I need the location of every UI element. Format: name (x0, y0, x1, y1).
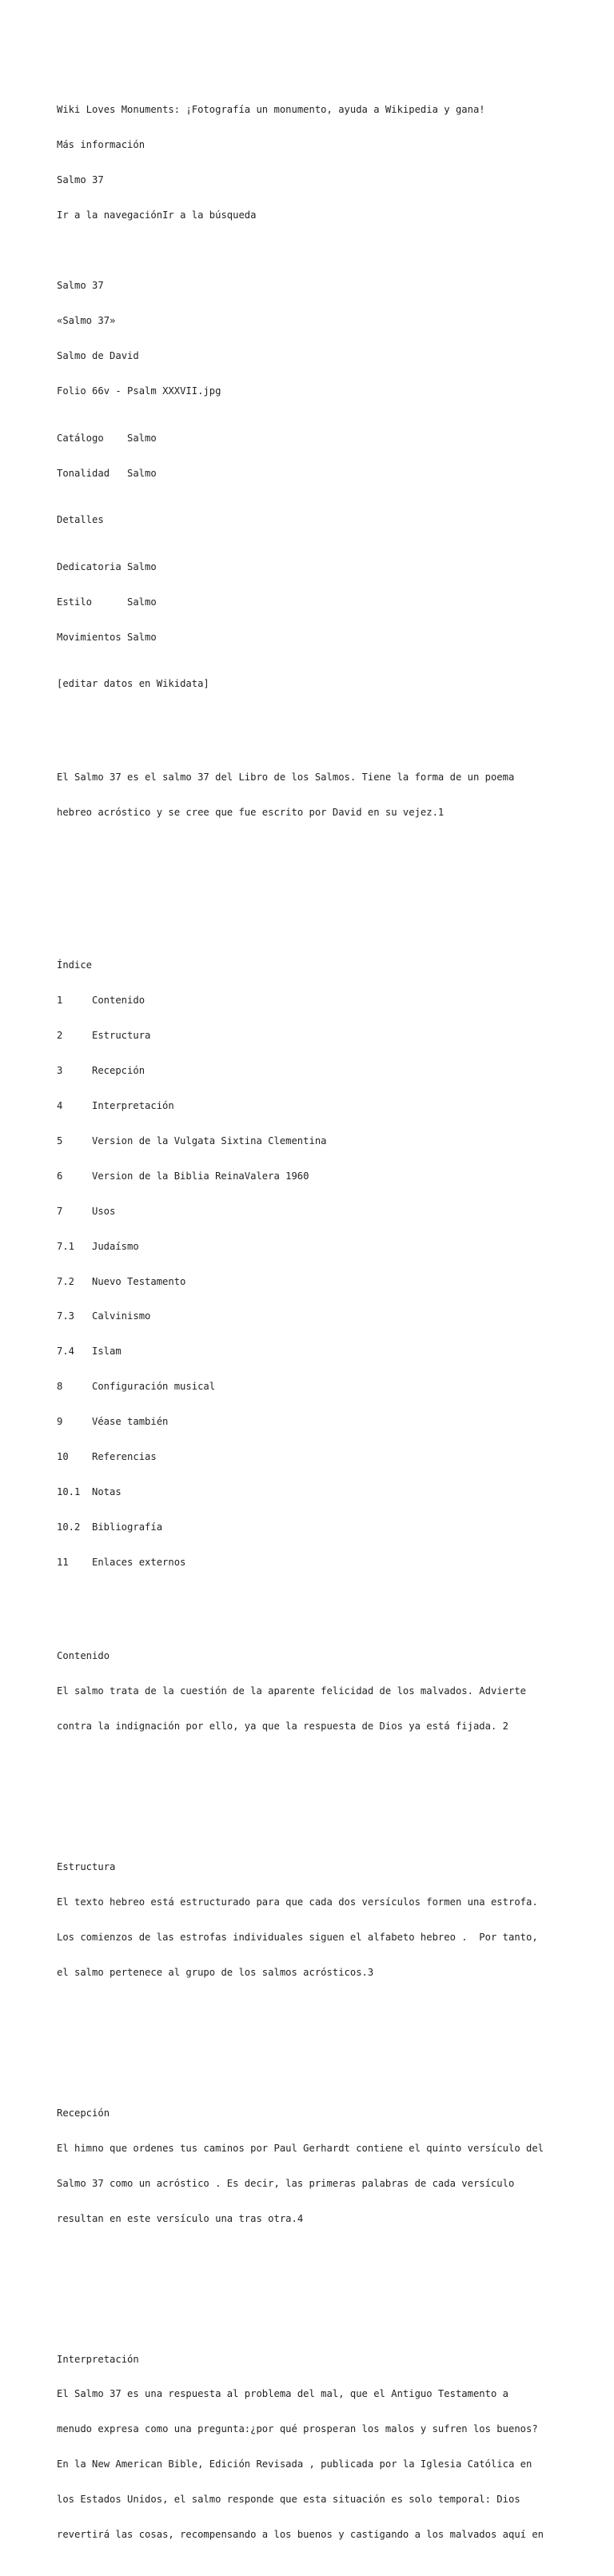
toc-item[interactable] (57, 1206, 608, 1218)
toc-label[interactable]: Version de la Vulgata Sixtina Clementina (92, 1134, 327, 1146)
toc-number: 10.2 (57, 1521, 81, 1533)
section-contenido (57, 1627, 608, 1756)
toc-number: 9 (57, 1416, 63, 1428)
toc-label[interactable]: Enlaces externos (92, 1557, 186, 1569)
toc-label[interactable]: Version de la Biblia ReinaValera 1960 (92, 1170, 309, 1182)
infobox-row-catalogo (57, 433, 608, 445)
toc-item[interactable] (57, 1100, 608, 1112)
infobox-row-value[interactable]: Salmo (127, 560, 157, 572)
toc-label[interactable]: Calvinismo (92, 1310, 151, 1322)
toc-heading: Índice (57, 959, 93, 971)
infobox-quoted-title: «Salmo 37» (57, 315, 116, 327)
infobox (57, 257, 608, 713)
infobox-row-tonalidad (57, 468, 608, 480)
toc-label[interactable]: Contenido (92, 994, 146, 1006)
toc-number: 10.1 (57, 1486, 81, 1498)
toc-item[interactable] (57, 1276, 608, 1288)
paragraph-line: Salmo 37 como un acróstico . Es decir, las primeras palabras de cada versículo (57, 2177, 515, 2189)
paragraph-line: El salmo trata de la cuestión de la aparente felicidad de los malvados. Advierte (57, 1685, 526, 1697)
section-heading: Estructura (57, 1861, 116, 1873)
toc-item[interactable] (57, 1521, 608, 1533)
infobox-row-key: Estilo (57, 596, 93, 608)
infobox-subtitle: Salmo de David (57, 350, 139, 361)
toc-number: 7.3 (57, 1310, 75, 1322)
section-heading: Interpretación (57, 2353, 139, 2365)
toc-item[interactable] (57, 1451, 608, 1463)
toc-number: 7 (57, 1205, 63, 1217)
paragraph-line: resultan en este versículo una tras otra.4 (57, 2212, 304, 2224)
paragraph-line: el salmo pertenece al grupo de los salmos acrósticos.3 (57, 1966, 374, 1978)
toc-label[interactable]: Véase también (92, 1416, 169, 1428)
infobox-name: Salmo 37 (57, 280, 104, 292)
infobox-row-value[interactable]: Salmo (127, 631, 157, 643)
infobox-row-key: Catálogo (57, 432, 104, 444)
toc-item[interactable] (57, 1030, 608, 1042)
toc-label[interactable]: Interpretación (92, 1099, 174, 1111)
toc-label[interactable]: Estructura (92, 1029, 151, 1041)
skip-links[interactable]: Ir a la navegaciónIr a la búsqueda (57, 209, 257, 221)
toc-item[interactable] (57, 1310, 608, 1322)
toc-number: 6 (57, 1170, 63, 1182)
toc-label[interactable]: Judaísmo (92, 1240, 139, 1252)
toc-label[interactable]: Usos (92, 1205, 116, 1217)
toc-item[interactable] (57, 995, 608, 1007)
intro-line: El Salmo 37 es el salmo 37 del Libro de los Salmos. Tiene la forma de un poema (57, 772, 515, 784)
table-of-contents (57, 936, 608, 1592)
toc-label[interactable]: Configuración musical (92, 1381, 216, 1393)
section-interpretacion (57, 2330, 608, 2564)
edit-wikidata-link[interactable]: [editar datos en Wikidata] (57, 678, 209, 690)
toc-item[interactable] (57, 1170, 608, 1182)
toc-item[interactable] (57, 1065, 608, 1077)
toc-label[interactable]: Nuevo Testamento (92, 1275, 186, 1287)
toc-label[interactable]: Bibliografía (92, 1521, 163, 1533)
page-title: Salmo 37 (57, 174, 104, 186)
toc-number: 8 (57, 1381, 63, 1393)
infobox-row-value[interactable]: Salmo (127, 432, 157, 444)
toc-number: 1 (57, 994, 63, 1006)
paragraph-line: revertirá las cosas, recompensando a los buenos y castigando a los malvados aquí en (57, 2529, 544, 2541)
toc-item[interactable] (57, 1346, 608, 1358)
banner-text[interactable]: Wiki Loves Monuments: ¡Fotografía un monumento, ayuda a Wikipedia y gana! (57, 104, 485, 116)
toc-number: 2 (57, 1029, 63, 1041)
infobox-row-value[interactable]: Salmo (127, 596, 157, 608)
toc-label[interactable]: Recepción (92, 1064, 146, 1076)
toc-number: 7.2 (57, 1275, 75, 1287)
toc-label[interactable]: Referencias (92, 1451, 157, 1463)
toc-number: 4 (57, 1099, 63, 1111)
toc-number: 7.4 (57, 1346, 75, 1358)
infobox-row-value[interactable]: Salmo (127, 467, 157, 479)
article-page (57, 81, 608, 2576)
intro-paragraph (57, 748, 608, 842)
toc-number: 11 (57, 1557, 69, 1569)
paragraph-line: menudo expresa como una pregunta:¿por qué prosperan los malos y sufren los buenos? (57, 2423, 538, 2435)
infobox-details-heading: Detalles (57, 514, 104, 526)
infobox-row-estilo (57, 596, 608, 608)
toc-label[interactable]: Islam (92, 1346, 122, 1358)
section-heading: Recepción (57, 2107, 110, 2119)
infobox-row-movimientos (57, 632, 608, 644)
section-heading: Contenido (57, 1650, 110, 1662)
toc-item[interactable] (57, 1135, 608, 1147)
infobox-row-key: Movimientos (57, 631, 122, 643)
section-recepcion (57, 2084, 608, 2248)
toc-number: 10 (57, 1451, 69, 1463)
toc-item[interactable] (57, 1381, 608, 1393)
toc-number: 3 (57, 1064, 63, 1076)
intro-line: hebreo acróstico y se cree que fue escrito por David en su vejez.1 (57, 807, 445, 819)
infobox-image-caption[interactable]: Folio 66v - Psalm XXXVII.jpg (57, 385, 221, 397)
paragraph-line: El Salmo 37 es una respuesta al problema del mal, que el Antiguo Testamento a (57, 2388, 508, 2400)
toc-item[interactable] (57, 1416, 608, 1428)
infobox-row-key: Tonalidad (57, 467, 110, 479)
paragraph-line: contra la indignación por ello, ya que la respuesta de Dios ya está fijada. 2 (57, 1721, 508, 1733)
paragraph-line: El texto hebreo está estructurado para que cada dos versículos formen una estrofa. (57, 1896, 538, 1908)
infobox-row-key: Dedicatoria (57, 560, 122, 572)
toc-item[interactable] (57, 1486, 608, 1498)
toc-item[interactable] (57, 1241, 608, 1253)
toc-number: 5 (57, 1134, 63, 1146)
paragraph-line: El himno que ordenes tus caminos por Paul Gerhardt contiene el quinto versículo del (57, 2142, 544, 2154)
toc-number: 7.1 (57, 1240, 75, 1252)
paragraph-line: los Estados Unidos, el salmo responde que esta situación es solo temporal: Dios (57, 2494, 520, 2506)
paragraph-line: En la New American Bible, Edición Revisada , publicada por la Iglesia Católica en (57, 2458, 532, 2470)
paragraph-line: Los comienzos de las estrofas individuales siguen el alfabeto hebreo . Por tanto, (57, 1932, 538, 1944)
section-estructura (57, 1838, 608, 2002)
toc-item[interactable] (57, 1557, 608, 1569)
more-info-link[interactable]: Más información (57, 139, 146, 151)
infobox-row-dedicatoria (57, 561, 608, 573)
toc-label[interactable]: Notas (92, 1486, 122, 1498)
